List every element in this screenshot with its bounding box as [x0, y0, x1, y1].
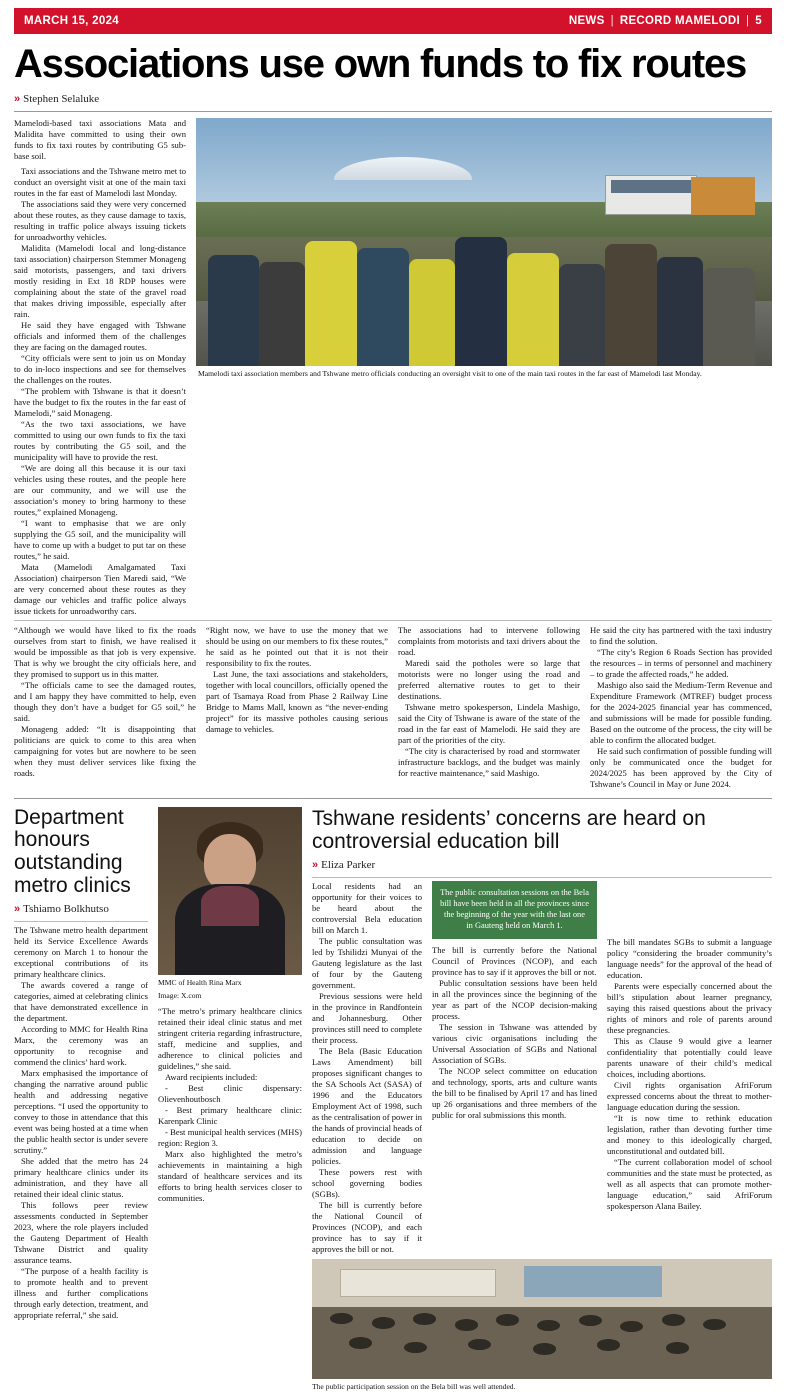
paragraph: “City officials were sent to join us on Monday to do in-loco inspections and see for themselves the challenges on the routes.: [14, 352, 186, 385]
edu-byline-name: Eliza Parker: [321, 858, 376, 871]
edu-headline: Tshwane residents’ concerns are heard on controversial education bill: [312, 806, 706, 853]
edu-photo-caption: The public participation session on the Bela bill was well attended.: [312, 1381, 516, 1391]
paragraph: “The city is characterised by road and stormwater infrastructure backlogs, and the budget was mainly for reactive maintenance,” said Mashigo.: [398, 745, 580, 778]
lead-column-2: [14, 625, 196, 790]
paragraph: Marx emphasised the importance of changing the narrative around public health and addressing negative perceptions. “I used the opportunity to convey to those in attendance that this event was being hosted at a time when the public health sector is under severe scrutiny.”: [14, 1068, 148, 1156]
dept-byline-name: Tshiamo Bolkhutso: [23, 903, 109, 916]
edu-pullquote-box: The public consultation sessions on the Bela bill have been held in all the provinces since the beginning of the year with the last one in Gauteng held on March 1.: [432, 881, 597, 939]
byline-chevron-icon: »: [14, 92, 19, 105]
section-label: NEWS: [568, 15, 605, 27]
paragraph: “The metro’s primary healthcare clinics retained their ideal clinic status and met stringent criteria regarding infrastructure, staff, medicine and supplies, and adherence to clinical policies and guidelines,” she said.: [158, 1005, 302, 1071]
paragraph: - Best municipal health services (MHS) region: Region 3.: [158, 1126, 302, 1148]
paragraph: He said the city has partnered with the taxi industry to find the solution.: [590, 624, 772, 646]
paragraph: The NCOP select committee on education and technology, sports, arts and culture wants the bill to be finalised by April 17 and has lined up 26 organisations and three members of the public for oral submissions this month.: [432, 1065, 597, 1120]
lead-continuation-columns: [14, 625, 772, 790]
divider-dept: [14, 921, 148, 922]
paragraph: “Although we would have liked to fix the roads ourselves from start to finish, we have realised it would be impossible as that job is very expensive. That is why we brought the city officials here, and they promised to support us in this matter.: [14, 624, 196, 679]
paragraph: This follows peer review assessments conducted in September 2023, where the role players included the Gauteng Department of Health Tshwane District and quality assurance teams.: [14, 1200, 148, 1266]
paragraph: “The purpose of a health facility is to promote health and to prevent illness and further complications through early detection, treatment, and appropriate referral,” she said.: [14, 1266, 148, 1321]
byline-chevron-icon: »: [14, 903, 19, 916]
lead-photo-caption: Mamelodi taxi association members and Tshwane metro officials conducting an oversight visit to one of the main taxi routes in the far east of Mamelodi last Monday.: [198, 368, 702, 378]
paragraph: “I want to emphasise that we are only supplying the G5 soil, and the municipality will have to come up with a budget to put tar on these routes,” he said.: [14, 517, 186, 561]
paragraph: “The current collaboration model of school communities and the state must be protected, as well as all aspects that can promote mother-language education,” said AfriForum spokesperson Alana Bailey.: [607, 1156, 772, 1211]
portrait-caption-name: MMC of Health Rina Marx: [158, 977, 242, 987]
paragraph: Malidita (Mamelodi local and long-distance taxi association) chairperson Stemmer Monageng said motorists, passengers, and taxi drivers mostly residing in Ext 18 RDP houses were complaining about the state of the gravel road that makes driving impossible, especially after rain.: [14, 242, 186, 319]
photo-people-group: [196, 187, 772, 366]
lead-column-3: [206, 625, 388, 790]
paragraph: “Right now, we have to use the money that we should be using on our members to fix these routes,” he said as he pointed out that it is not their responsibility to fix the routes.: [206, 624, 388, 668]
paragraph: Tshwane metro spokesperson, Lindela Mashigo, said the City of Tshwane is aware of the state of the road in the far east of Mamelodi. He said they are part of the priorities of the city.: [398, 701, 580, 745]
page-number: 5: [755, 15, 762, 27]
paragraph: These powers rest with school governing bodies (SGBs).: [312, 1166, 422, 1199]
paragraph: According to MMC for Health Rina Marx, the ceremony was an opportunity to recognise and commend the clinics’ hard work.: [14, 1024, 148, 1068]
edu-byline: [312, 859, 772, 871]
dept-text-column: [14, 807, 148, 1392]
newspaper-page: [0, 8, 786, 1391]
portrait-caption-credit: Image: X.com: [158, 990, 202, 1000]
photo-audience: [312, 1307, 772, 1379]
paragraph: Marx also highlighted the metro’s achievements in maintaining a high standard of healthcare services and its efforts to bring health services closer to communities.: [158, 1148, 302, 1203]
paragraph: Mashigo also said the Medium-Term Revenue and Expenditure Framework (MTREF) budget process for the 2024-2025 financial year has commenced, and submissions will be made for possible funding. Based on the outcome of the process, the city will be able to confirm the allocated budget.: [590, 679, 772, 745]
paragraph: Previous sessions were held in the province in Randfontein and Johannesburg. Other provinces still need to complete their process.: [312, 990, 422, 1045]
paragraph: The bill is currently before the National Council of Provinces (NCOP), and each province has to say if it approves the bill or not.: [312, 1199, 422, 1254]
divider-under-byline: [14, 111, 772, 112]
masthead-right: [569, 15, 762, 27]
paragraph: Mata (Mamelodi Amalgamated Taxi Association) chairperson Tien Maredi said, “We are very concerned about these routes as they damage our vehicles and traffic police always issue tickets for unroadworthy cars.: [14, 561, 186, 616]
issue-date: MARCH 15, 2024: [24, 15, 119, 27]
sep-2: |: [746, 15, 750, 27]
paragraph: The session in Tshwane was attended by various civic organisations including the Universal Association of SGBs and National Association of SGBs.: [432, 1021, 597, 1065]
paragraph: The associations had to intervene following complaints from motorists and taxi drivers about the road.: [398, 624, 580, 657]
masthead-bar: [14, 8, 772, 34]
paragraph: The Bela (Basic Education Laws Amendment) bill proposes significant changes to the SA Schools Act (SASA) of 1996 and the Educators Employment Act of 1998, such as the centralisation of power in the hands of provincial heads of education to decide on admission and language policies.: [312, 1045, 423, 1166]
lead-column-4: [398, 625, 580, 790]
byline-chevron-icon: »: [312, 858, 317, 871]
paragraph: “It is now time to rethink education legislation, rather than devoting further time and money to this ideologically charged, unconstitutional and outdated bill.: [607, 1112, 772, 1156]
edu-columns: [312, 881, 772, 1255]
paragraph: The bill is currently before the National Council of Provinces (NCOP), and each province has to say if it approves the bill or not.: [432, 944, 597, 977]
paragraph: Mamelodi-based taxi associations Mata and Malidita have committed to using their own funds to fix taxi routes by contributing G5 sub-base soil.: [14, 117, 186, 161]
lead-column-1: [14, 118, 186, 617]
edu-photo: [312, 1259, 772, 1379]
lead-column-5: [590, 625, 772, 790]
paragraph: “As the two taxi associations, we have committed to using our own funds to fix the taxi routes by contributing the G5 soil, and the municipality will have to provide the rest.: [14, 418, 186, 462]
paragraph: He said such confirmation of possible funding will only be communicated once the budget for 2024/2025 has been approved by the City of Tshwane’s Council in May or June 2024.: [590, 745, 772, 789]
paragraph: - Best clinic dispensary: Olievenhoutbosch: [158, 1082, 302, 1104]
paragraph: The associations said they were very concerned about these routes, as they cause damage to taxis, resulting in traffic police always issuing tickets for unroadworthy vehicles.: [14, 198, 186, 242]
dept-story: [14, 807, 302, 1392]
edu-story: [312, 807, 772, 1392]
paragraph: Public consultation sessions have been held in all the provinces since the beginning of the year as part of the NCOP decision-making process.: [432, 977, 597, 1021]
lead-photo: [196, 118, 772, 366]
portrait-scarf: [201, 886, 259, 926]
sep-1: |: [610, 15, 614, 27]
edu-column-3: [607, 881, 772, 1255]
paragraph: The public consultation was led by Tshilidzi Munyai of the Gauteng legislature as the last of four by the Gauteng government.: [312, 935, 422, 990]
lead-photo-column: [196, 118, 772, 617]
paragraph: The Tshwane metro health department held its Service Excellence Awards ceremony on March 1 to honour the exceptional contributions of its primary healthcare clinics.: [14, 925, 148, 980]
paragraph: “The city’s Region 6 Roads Section has provided the resources – in terms of personnel and machinery – to grade the affected roads,” he added.: [590, 646, 772, 679]
dept-byline: [14, 903, 148, 915]
bottom-section: [14, 798, 772, 1392]
edu-column-2: [432, 881, 597, 1255]
paragraph: Maredi said the potholes were so large that motorists were no longer using the road and preferred alternative routes to get to their destinations.: [398, 657, 580, 701]
edu-column-1: [312, 881, 422, 1255]
lead-top-section: [14, 118, 772, 617]
paragraph: She added that the metro has 24 primary healthcare clinics under its administration, and they have all retained their ideal clinic status.: [14, 1156, 148, 1200]
paragraph: He said they have engaged with Tshwane officials and informed them of the challenges they are facing on the damaged routes.: [14, 319, 186, 352]
paragraph: Award recipients included:: [165, 1071, 258, 1082]
portrait-photo-rina-marx: [158, 807, 302, 975]
paragraph: Taxi associations and the Tshwane metro met to conduct an oversight visit at one of the main taxi routes in the far east of Mamelodi last Monday.: [14, 165, 186, 198]
paragraph: “The officials came to see the damaged routes, and I am happy they have committed to help, even though they don’t have a budget for G5 soil,” he said.: [14, 679, 196, 723]
photo-projector-screen: [524, 1266, 662, 1297]
dept-headline: Department honours outstanding metro clinics: [14, 805, 131, 897]
paragraph: This as Clause 9 would give a learner confidentiality that potentially could leave parents unaware of their child’s medical choices, including abortions.: [607, 1035, 772, 1079]
divider-above-fourcol: [14, 620, 772, 621]
paragraph: Parents were especially concerned about the bill’s stipulation about learner pregnancy, saying this raised questions about the privacy rights of minors and role of parents around these pregnancies.: [607, 980, 772, 1035]
divider-edu: [312, 877, 772, 878]
photo-banner: [340, 1269, 496, 1298]
paragraph: - Best primary healthcare clinic: Karenpark Clinic: [158, 1104, 302, 1126]
paragraph: Last June, the taxi associations and stakeholders, together with local councillors, officially opened the part of Tsamaya Road from Phase 2 Railway Line Bridge to Mams Mall, known as “the never-ending project” for its massive potholes causing serious damage to vehicles.: [206, 668, 388, 734]
paragraph: “We are doing all this because it is our taxi vehicles using these routes, and the people here are our community, and we will use the association’s money to bring harmony to these routes,” explained Monageng.: [14, 462, 186, 517]
lead-byline: [14, 93, 772, 105]
paragraph: Monageng added: “It is disappointing that politicians are quick to come to this area when campaigning for votes but are nowhere to be seen when they must deliver services like fixing the roads.: [14, 723, 196, 778]
dept-image-column: [158, 807, 302, 1392]
lead-headline: Associations use own funds to fix routes: [14, 42, 747, 86]
paragraph: The awards covered a range of categories, aimed at celebrating clinics that have demonstrated excellence in the department.: [14, 980, 148, 1024]
publication-name: RECORD MAMELODI: [619, 15, 740, 27]
paragraph: Civil rights organisation AfriForum expressed concerns about the threat to mother-language education during the session.: [607, 1079, 772, 1112]
paragraph: The bill mandates SGBs to submit a language policy “considering the broader community’s language needs” for the approval of the head of education.: [607, 936, 772, 980]
portrait-face: [204, 834, 256, 891]
lead-byline-name: Stephen Selaluke: [23, 92, 100, 105]
paragraph: Local residents had an opportunity for their voices to be heard about the controversial Bela education bill on March 1.: [312, 880, 422, 935]
paragraph: “The problem with Tshwane is that it doesn’t have the budget to fix the routes in the far east of Mamelodi,” said Monageng.: [14, 385, 186, 418]
